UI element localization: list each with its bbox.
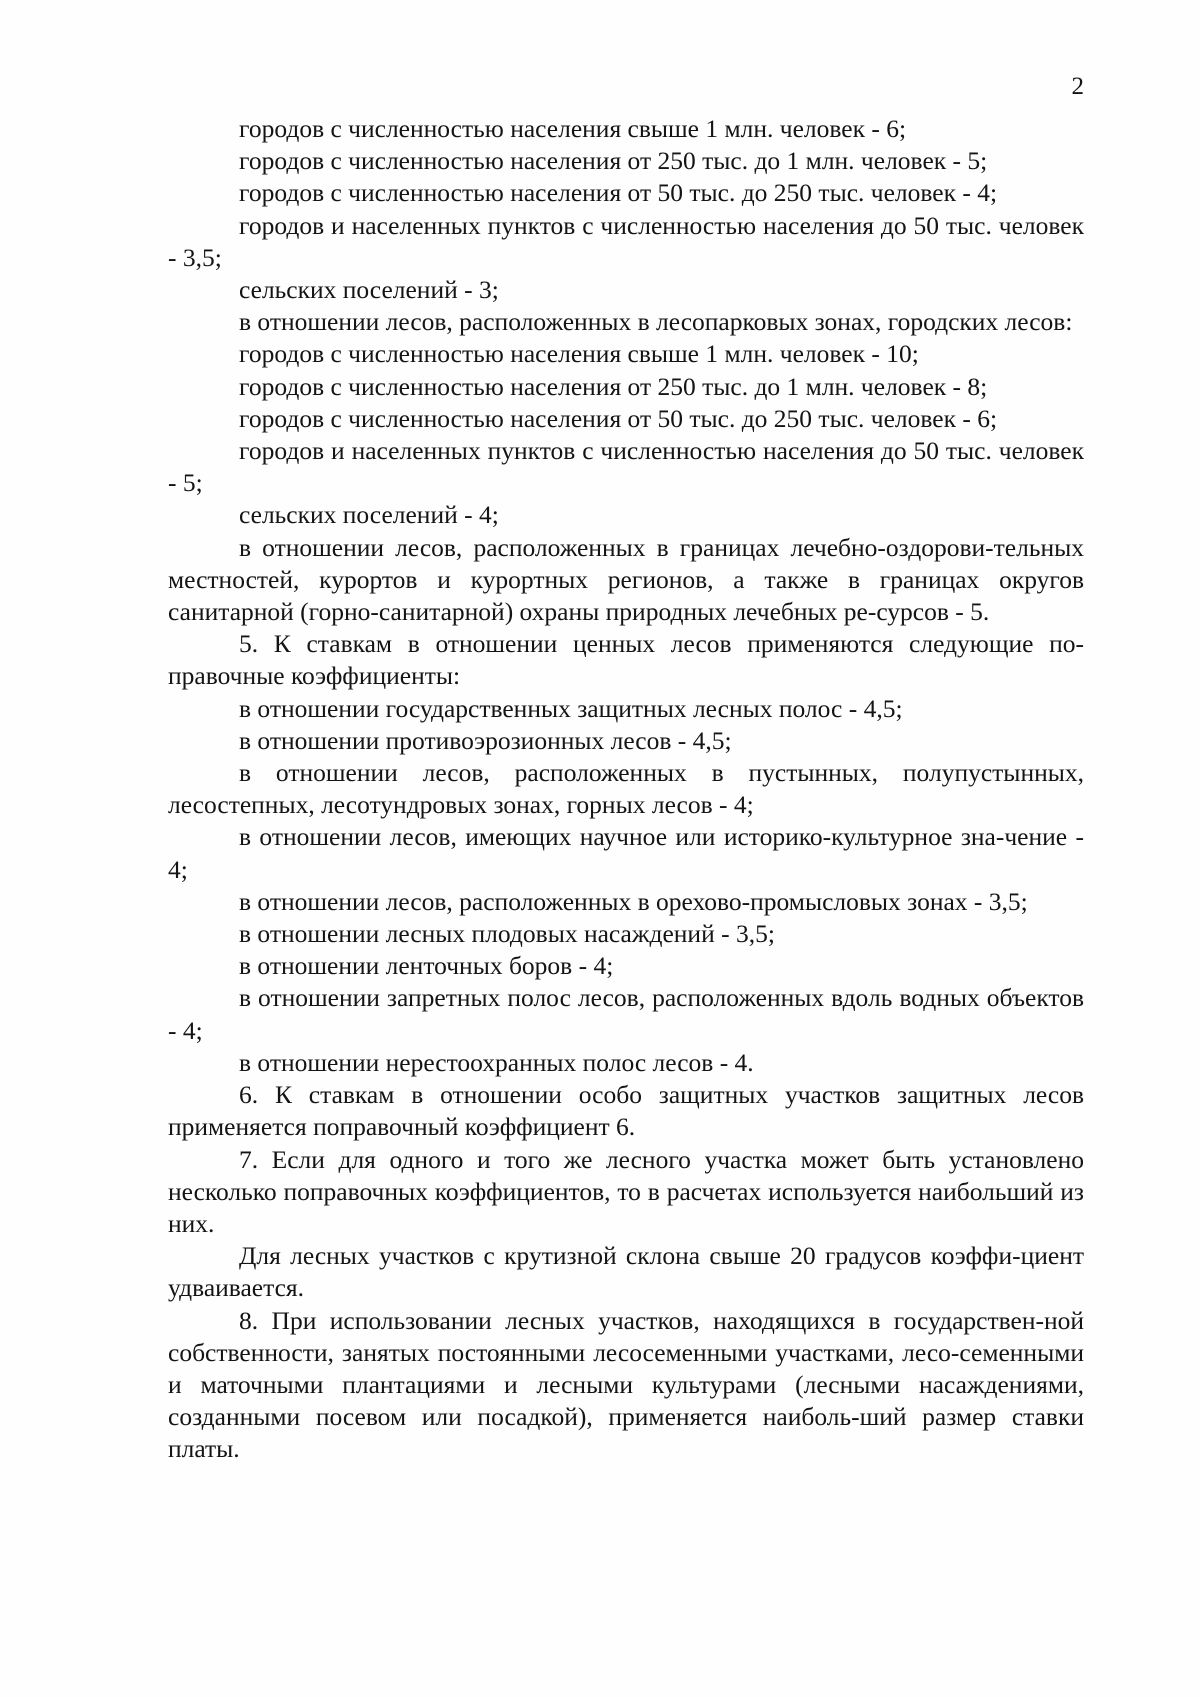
paragraph: в отношении лесов, имеющих научное или историко-культурное зна-чение - 4; <box>168 822 1084 884</box>
paragraph: в отношении лесов, расположенных в орехово-промысловых зонах - 3,5; <box>239 886 1028 916</box>
paragraph: в отношении ленточных боров - 4; <box>239 951 614 981</box>
paragraph: городов с численностью населения от 50 тыс. до 250 тыс. человек - 4; <box>239 178 998 208</box>
paragraph: 7. Если для одного и того же лесного участка может быть установлено несколько поправочных коэффициентов, то в расчетах используется наибольший из них. <box>168 1144 1084 1238</box>
paragraph: 6. К ставкам в отношении особо защитных участков защитных лесов применяется поправочный коэффициент 6. <box>168 1080 1084 1142</box>
paragraph: городов и населенных пунктов с численностью населения до 50 тыс. человек - 5; <box>168 436 1084 498</box>
paragraph: в отношении государственных защитных лесных полос - 4,5; <box>239 693 903 723</box>
paragraph: городов с численностью населения свыше 1 млн. человек - 10; <box>239 339 919 369</box>
paragraph: городов и населенных пунктов с численностью населения до 50 тыс. человек - 3,5; <box>168 210 1084 272</box>
paragraph: городов с численностью населения от 250 тыс. до 1 млн. человек - 8; <box>239 371 988 401</box>
paragraph: Для лесных участков с крутизной склона свыше 20 градусов коэффи-циент удваивается. <box>168 1241 1084 1303</box>
paragraph: в отношении лесных плодовых насаждений - 3,5; <box>239 919 775 949</box>
paragraph: городов с численностью населения свыше 1 млн. человек - 6; <box>239 114 907 143</box>
paragraph: городов с численностью населения от 250 тыс. до 1 млн. человек - 5; <box>239 146 988 176</box>
paragraph: в отношении нерестоохранных полос лесов - 4. <box>239 1047 754 1077</box>
document-body <box>168 113 1084 1466</box>
paragraph: в отношении лесов, расположенных в границах лечебно-оздорови-тельных местностей, курортов и курортных регионов, а также в границах округов санитарной (горно-санитарной) охраны природных лечебных ре-сурсов - 5. <box>168 532 1084 627</box>
paragraph: 5. К ставкам в отношении ценных лесов применяются следующие по-правочные коэффициенты: <box>168 629 1084 691</box>
paragraph: в отношении лесов, расположенных в пустынных, полупустынных, лесостепных, лесотундровых зонах, горных лесов - 4; <box>168 758 1084 820</box>
paragraph: в отношении противоэрозионных лесов - 4,5; <box>239 725 732 755</box>
page-number: 2 <box>1071 73 1084 100</box>
paragraph: 8. При использовании лесных участков, находящихся в государствен-ной собственности, занятых постоянными лесосеменными участками, лесо-семенными и маточными плантациями и лесными культурами (лесными насаждениями, созданными посевом или посадкой), применяется наиболь-ший размер ставки платы. <box>168 1305 1084 1464</box>
paragraph: в отношении лесов, расположенных в лесопарковых зонах, городских лесов: <box>239 307 1073 337</box>
paragraph: сельских поселений - 4; <box>239 500 499 530</box>
paragraph: в отношении запретных полос лесов, расположенных вдоль водных объектов - 4; <box>168 983 1084 1045</box>
paragraph: городов с численностью населения от 50 тыс. до 250 тыс. человек - 6; <box>239 403 998 433</box>
paragraph: сельских поселений - 3; <box>239 275 499 305</box>
